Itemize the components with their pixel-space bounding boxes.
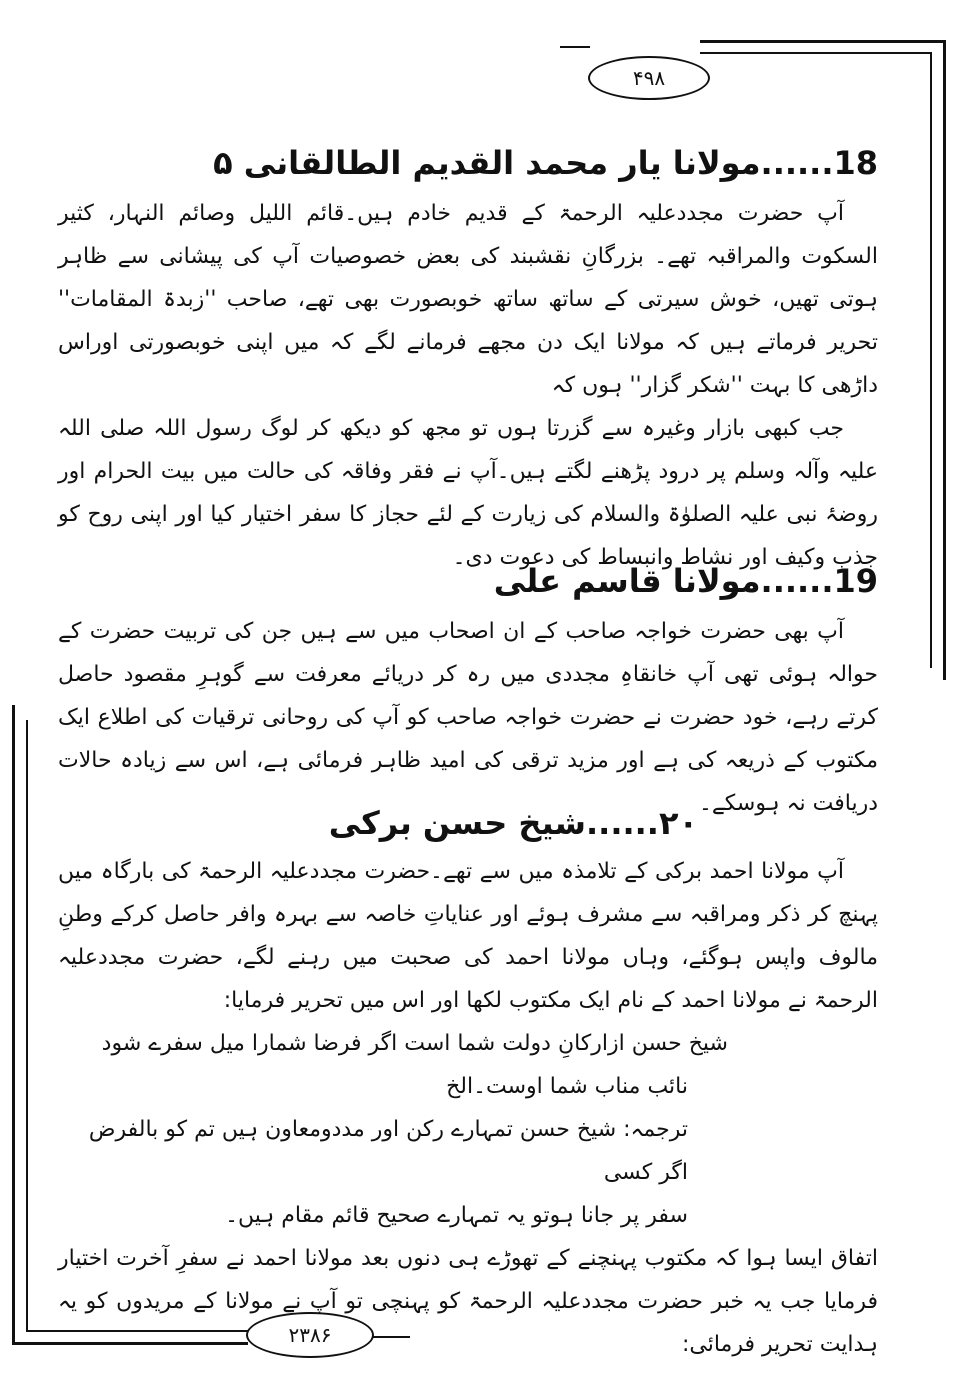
frame-left-outer — [12, 705, 15, 1345]
paragraph: جب کبھی بازار وغیرہ سے گزرتا ہوں تو مجھ کو دیکھ کر لوگ رسول اللہ صلی اللہ علیہ وآلہ وسلم پر درود پڑھنے لگتے ہیں۔آپ نے فقر وفاقہ کی حالت میں بیت الحرام اور روضۂ نبی علیہ الصلوٰۃ والسلام کی زیارت کے لئے حجاز کا سفر اختیار کیا اور اپنی روح کو جذب وکیف اور نشاط وانبساط کی دعوت دی۔ — [58, 416, 878, 570]
quote-line: نائب مناب شما اوست۔الخ — [446, 1074, 688, 1099]
section-heading — [58, 140, 878, 186]
paragraph: آپ بھی حضرت خواجہ صاحب کے ان اصحاب میں سے ہیں جن کی تربیت حضرت کے حوالہ ہوئی تھی آپ خانقاہِ مجددی میں رہ کر دریائے معرفت سے گوہرِ مقصود حاصل کرتے رہے، خود حضرت نے حضرت خواجہ صاحب کو آپ کی روحانی ترقیات کی اطلاع ایک مکتوب کے ذریعہ کی ہے اور مزید ترقی کی امید ظاہر فرمائی ہے، اس سے زیادہ حالات دریافت نہ ہوسکے۔ — [58, 619, 878, 816]
frame-top-left-stub — [560, 46, 590, 48]
section-heading — [58, 800, 878, 846]
section-title: ......مولانا قاسم علی — [493, 562, 834, 600]
section-title: ......شیخ حسن برکی — [328, 804, 659, 842]
section-19 — [58, 558, 878, 825]
top-page-number: ۴۹۸ — [588, 56, 710, 100]
quote-line: شیخ حسن ازارکانِ دولت شما است اگر فرضا شمارا میل سفرے شود — [101, 1031, 728, 1056]
frame-top-outer — [700, 40, 946, 43]
paragraph: اتفاق ایسا ہوا کہ مکتوب پہنچنے کے تھوڑے ہی دنوں بعد مولانا احمد نے سفرِ آخرت اختیار فرمایا جب یہ خبر حضرت مجددعلیہ الرحمۃ کو پہنچی تو آپ نے مولانا کے مریدوں کو یہ ہدایت تحریر فرمائی: — [58, 1246, 878, 1357]
frame-top-inner — [700, 52, 932, 54]
paragraph: آپ مولانا احمد برکی کے تلامذہ میں سے تھے۔حضرت مجددعلیہ الرحمۃ کی بارگاہ میں پہنچ کر ذکر ومراقبہ سے مشرف ہوئے اور عنایاتِ خاصہ سے بہرہ وافر حاصل کرکے وطنِ مالوف واپس ہوگئے، وہاں مولانا احمد کی صحبت میں رہنے لگے، حضرت مجددعلیہ الرحمۃ نے مولانا احمد کے نام ایک مکتوب لکھا اور اس میں تحریر فرمایا: — [58, 859, 878, 1013]
section-number: 18 — [833, 144, 878, 182]
paragraph: آپ حضرت مجددعلیہ الرحمۃ کے قدیم خادم ہیں۔قائم اللیل وصائم النہار، کثیر السکوت والمراقبہ تھے۔ بزرگانِ نقشبند کی بعض خصوصیات آپ کی پیشانی سے ظاہر ہوتی تھیں، خوش سیرتی کے ساتھ ساتھ خوبصورت بھی تھے، صاحب ''زبدۃ المقامات'' تحریر فرماتے ہیں کہ مولانا ایک دن مجھے فرمانے لگے کہ میں اپنی خوبصورتی اوراس داڑھی کا بہت ''شکر گزار'' ہوں کہ — [58, 201, 878, 398]
section-number: 19 — [833, 562, 878, 600]
section-title: ......مولانا یار محمد القدیم الطالقانی ۵ — [213, 144, 834, 182]
section-number: ۲۰ — [658, 804, 698, 842]
frame-right-inner — [930, 52, 932, 668]
quote-line: سفر پر جانا ہوتو یہ تمہارے صحیح قائم مقام ہیں۔ — [225, 1203, 688, 1228]
section-20 — [58, 800, 878, 1366]
quote-line: ترجمہ: شیخ حسن تمہارے رکن اور مددومعاون ہیں تم کو بالفرض اگر کسی — [88, 1117, 688, 1185]
section-heading — [58, 558, 878, 604]
section-18 — [58, 140, 878, 579]
frame-right-outer — [943, 40, 946, 680]
bottom-page-number: ۲۳۸۶ — [246, 1312, 374, 1358]
frame-left-inner — [26, 720, 28, 1332]
